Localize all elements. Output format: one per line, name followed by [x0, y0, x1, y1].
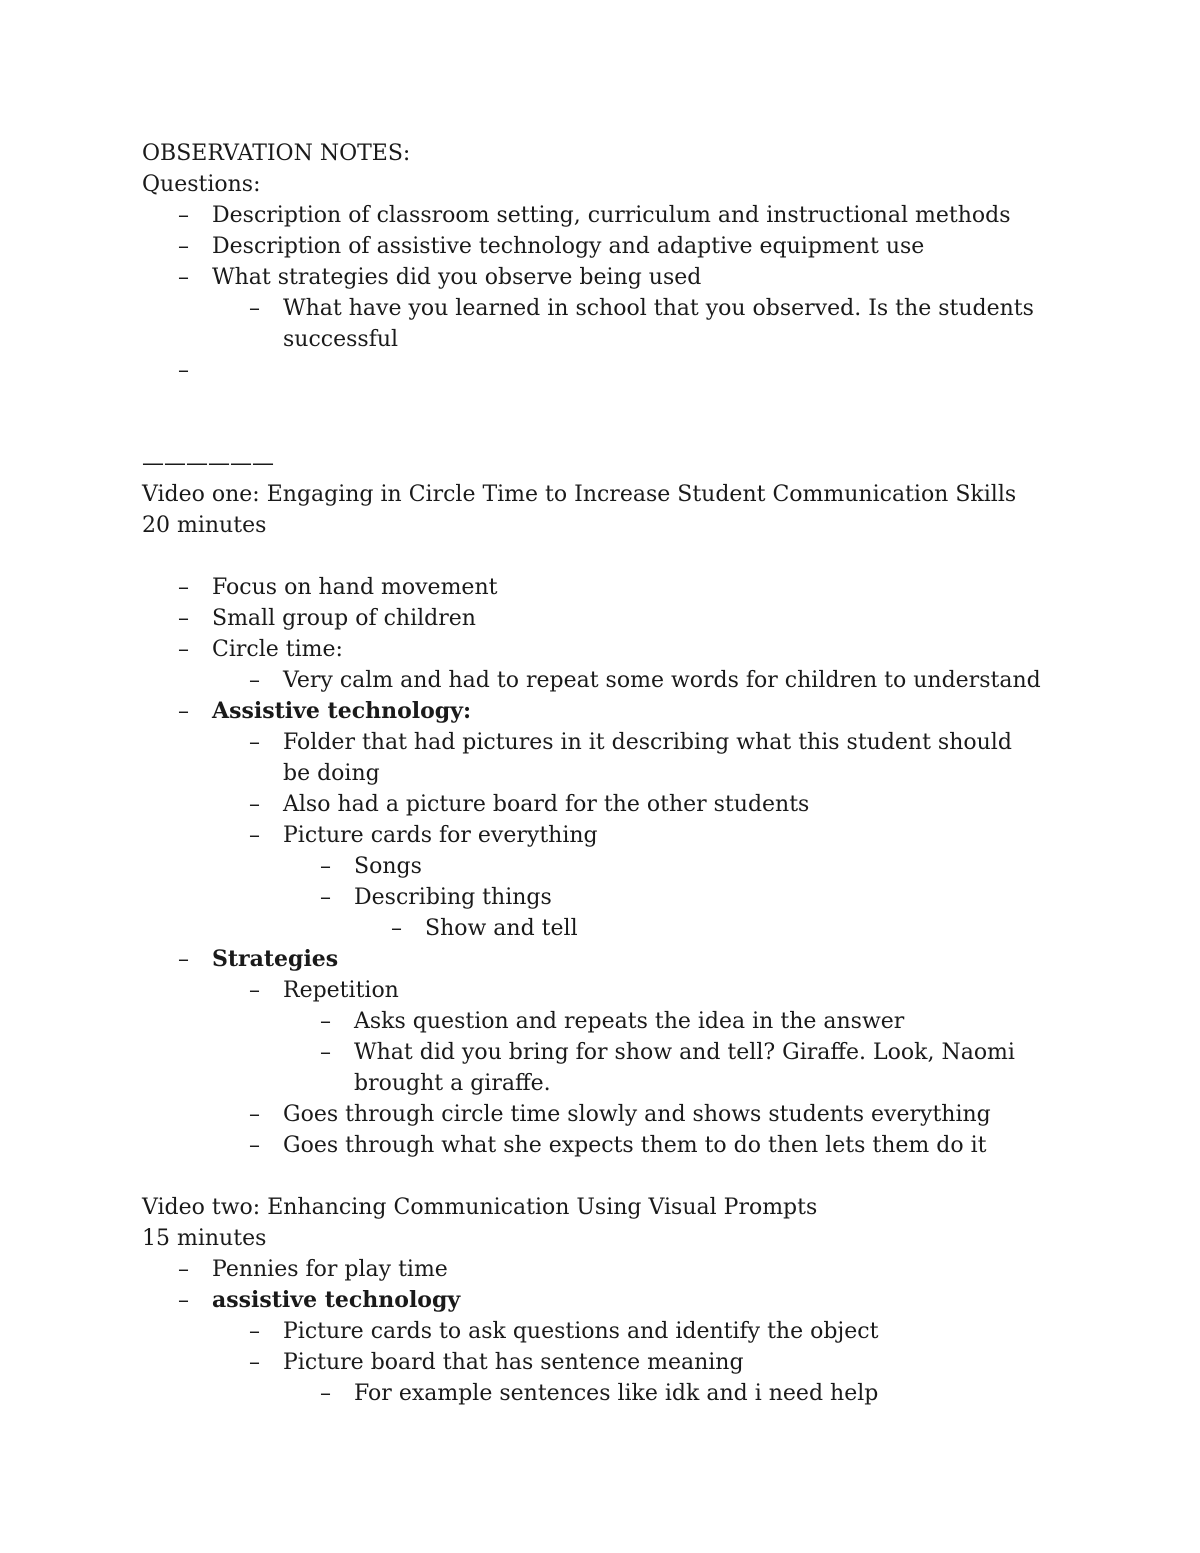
list-item	[142, 975, 1042, 1006]
bullet-dash: –	[320, 854, 331, 879]
list-item-text: For example sentences like idk and i need help	[354, 1381, 879, 1406]
list-item-text: Pennies for play time	[212, 1257, 448, 1282]
list-item	[142, 572, 1042, 603]
list-item-text: Describing things	[354, 885, 552, 910]
bullet-dash: –	[249, 730, 260, 755]
list-item	[142, 1254, 1042, 1285]
list-item	[142, 696, 1042, 727]
bullet-dash: –	[178, 234, 189, 259]
list-item	[142, 1285, 1042, 1316]
list-item-text: Circle time:	[212, 637, 343, 662]
bullet-dash: –	[391, 916, 402, 941]
video-two-notes-list	[142, 1254, 1042, 1409]
list-item	[142, 1037, 1042, 1099]
list-item	[142, 882, 1042, 913]
bullet-dash: –	[249, 668, 260, 693]
list-item-text: Songs	[354, 854, 422, 879]
bullet-dash: –	[320, 1040, 331, 1065]
bullet-dash: –	[249, 792, 260, 817]
list-item-text: Description of classroom setting, curriculum and instructional methods	[212, 203, 1011, 228]
list-item-text: Also had a picture board for the other students	[283, 792, 810, 817]
list-item	[142, 355, 1042, 386]
bullet-dash: –	[249, 978, 260, 1003]
list-item	[142, 634, 1042, 665]
bullet-dash: –	[178, 606, 189, 631]
bullet-dash: –	[320, 1381, 331, 1406]
bullet-dash: –	[249, 1350, 260, 1375]
list-item-text: Picture board that has sentence meaning	[283, 1350, 744, 1375]
list-item	[142, 231, 1042, 262]
list-item-text: What did you bring for show and tell? Giraffe. Look, Naomi brought a giraffe.	[354, 1040, 1015, 1096]
video-two-title: Video two: Enhancing Communication Using Visual Prompts	[142, 1195, 818, 1220]
bullet-dash: –	[249, 1319, 260, 1344]
separator-line: ——————	[142, 451, 274, 476]
bullet-dash: –	[249, 823, 260, 848]
list-item	[142, 789, 1042, 820]
list-item-text: Focus on hand movement	[212, 575, 498, 600]
bullet-dash: –	[178, 265, 189, 290]
list-item-text: Asks question and repeats the idea in the answer	[354, 1009, 905, 1034]
list-item	[142, 727, 1042, 789]
list-item-text: Small group of children	[212, 606, 476, 631]
bullet-dash: –	[178, 358, 189, 383]
list-item	[142, 293, 1042, 355]
video-two-duration: 15 minutes	[142, 1226, 267, 1251]
list-item	[142, 262, 1042, 293]
list-item-text: What strategies did you observe being used	[212, 265, 702, 290]
list-item-text: assistive technology	[212, 1287, 461, 1313]
bullet-dash: –	[178, 1288, 189, 1313]
list-item	[142, 1347, 1042, 1378]
questions-label: Questions:	[142, 172, 261, 197]
doc-title: OBSERVATION NOTES:	[142, 141, 411, 166]
list-item	[142, 820, 1042, 851]
video-one-title: Video one: Engaging in Circle Time to Increase Student Communication Skills	[142, 482, 1017, 507]
bullet-dash: –	[178, 203, 189, 228]
list-item	[142, 1099, 1042, 1130]
bullet-dash: –	[178, 575, 189, 600]
list-item	[142, 1130, 1042, 1161]
bullet-dash: –	[178, 637, 189, 662]
spacer	[142, 417, 1042, 448]
list-item-text: Strategies	[212, 946, 339, 972]
list-item-text: Picture cards to ask questions and identify the object	[283, 1319, 879, 1344]
bullet-dash: –	[178, 1257, 189, 1282]
spacer	[142, 541, 1042, 572]
list-item	[142, 200, 1042, 231]
list-item-text: Picture cards for everything	[283, 823, 598, 848]
list-item-text: Folder that had pictures in it describing what this student should be doing	[283, 730, 1012, 786]
bullet-dash: –	[178, 947, 189, 972]
video-one-notes-list	[142, 572, 1042, 1161]
list-item	[142, 1316, 1042, 1347]
list-item-text: Repetition	[283, 978, 399, 1003]
document-page	[142, 138, 1042, 1409]
list-item	[142, 944, 1042, 975]
bullet-dash: –	[249, 1133, 260, 1158]
bullet-dash: –	[249, 1102, 260, 1127]
bullet-dash: –	[320, 885, 331, 910]
list-item-text: What have you learned in school that you observed. Is the students successful	[283, 296, 1034, 352]
bullet-dash: –	[178, 699, 189, 724]
spacer	[142, 386, 1042, 417]
list-item	[142, 913, 1042, 944]
list-item-text: Goes through circle time slowly and shows students everything	[283, 1102, 991, 1127]
spacer	[142, 1161, 1042, 1192]
list-item	[142, 1006, 1042, 1037]
list-item	[142, 665, 1042, 696]
list-item-text: Very calm and had to repeat some words for children to understand	[283, 668, 1041, 693]
video-one-duration: 20 minutes	[142, 513, 267, 538]
list-item	[142, 1378, 1042, 1409]
list-item	[142, 851, 1042, 882]
list-item-text: Assistive technology:	[212, 698, 472, 724]
bullet-dash: –	[249, 296, 260, 321]
list-item-text: Description of assistive technology and adaptive equipment use	[212, 234, 925, 259]
list-item-text: Show and tell	[425, 916, 578, 941]
list-item	[142, 603, 1042, 634]
list-item-text: Goes through what she expects them to do then lets them do it	[283, 1133, 987, 1158]
questions-list	[142, 200, 1042, 386]
bullet-dash: –	[320, 1009, 331, 1034]
